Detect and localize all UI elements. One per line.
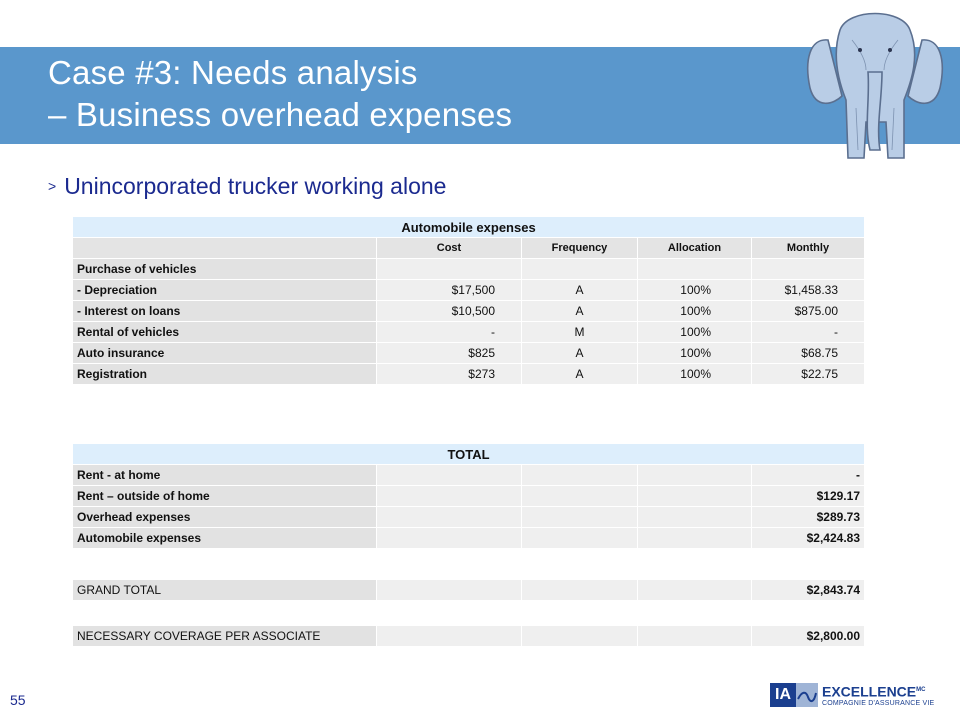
grand-total-value: $2,843.74	[752, 580, 865, 601]
grand-total-table	[72, 579, 865, 601]
cell-cost: -	[377, 322, 522, 343]
slide-number: 55	[10, 692, 26, 708]
cell-cost: $10,500	[377, 301, 522, 322]
grand-total-row	[73, 580, 865, 601]
coverage-table	[72, 625, 865, 647]
cell-frequency: A	[522, 301, 638, 322]
row-label: - Depreciation	[73, 280, 377, 301]
table-row	[73, 322, 865, 343]
cell-allocation: 100%	[638, 343, 752, 364]
table-row	[73, 507, 865, 528]
table-header-row	[73, 444, 865, 465]
row-label: - Interest on loans	[73, 301, 377, 322]
cell-cost	[377, 259, 522, 280]
row-label: Auto insurance	[73, 343, 377, 364]
row-label: Rent – outside of home	[73, 486, 377, 507]
bullet-text: Unincorporated trucker working alone	[64, 173, 447, 199]
cell-value: -	[752, 465, 865, 486]
cell-frequency: A	[522, 343, 638, 364]
cell-monthly: $875.00	[752, 301, 865, 322]
cell-frequency: M	[522, 322, 638, 343]
table-row	[73, 259, 865, 280]
row-label: Registration	[73, 364, 377, 385]
row-label: GRAND TOTAL	[73, 580, 377, 601]
cell-frequency	[522, 259, 638, 280]
cell-frequency: A	[522, 364, 638, 385]
cell-monthly: $1,458.33	[752, 280, 865, 301]
table-row	[73, 301, 865, 322]
column-header-frequency: Frequency	[522, 238, 638, 259]
cell-cost: $273	[377, 364, 522, 385]
row-label: NECESSARY COVERAGE PER ASSOCIATE	[73, 626, 377, 647]
logo-text	[822, 683, 934, 708]
table-header: Automobile expenses	[73, 217, 865, 238]
bullet-marker: >	[48, 178, 57, 194]
bullet-point	[48, 171, 446, 201]
table-row	[73, 280, 865, 301]
cell-value: $289.73	[752, 507, 865, 528]
wave-logo-icon	[796, 683, 818, 707]
cell-allocation: 100%	[638, 280, 752, 301]
cell-allocation: 100%	[638, 364, 752, 385]
row-label: Rental of vehicles	[73, 322, 377, 343]
coverage-value: $2,800.00	[752, 626, 865, 647]
column-header-allocation: Allocation	[638, 238, 752, 259]
table-row	[73, 528, 865, 549]
coverage-row	[73, 626, 865, 647]
logo-ia-mark: IA	[770, 683, 796, 707]
cell-monthly: $22.75	[752, 364, 865, 385]
cell-cost: $17,500	[377, 280, 522, 301]
table-row	[73, 465, 865, 486]
column-header-row	[73, 238, 865, 259]
slide-title	[48, 52, 512, 136]
cell-monthly	[752, 259, 865, 280]
table-row	[73, 364, 865, 385]
logo-trademark: MC	[916, 687, 926, 693]
cell-monthly: $68.75	[752, 343, 865, 364]
table-row	[73, 486, 865, 507]
row-label: Rent - at home	[73, 465, 377, 486]
table-header: TOTAL	[73, 444, 865, 465]
cell-monthly: -	[752, 322, 865, 343]
column-header-monthly: Monthly	[752, 238, 865, 259]
table-row	[73, 343, 865, 364]
column-header-cost: Cost	[377, 238, 522, 259]
cell-cost: $825	[377, 343, 522, 364]
title-line-1: Case #3: Needs analysis	[48, 54, 418, 91]
logo-subtitle: COMPAGNIE D'ASSURANCE VIE	[822, 699, 935, 707]
automobile-expenses-table	[72, 216, 865, 385]
elephant-icon	[800, 0, 950, 170]
cell-allocation: 100%	[638, 322, 752, 343]
cell-frequency: A	[522, 280, 638, 301]
cell-allocation	[638, 259, 752, 280]
title-line-2: – Business overhead expenses	[48, 96, 513, 133]
cell-allocation: 100%	[638, 301, 752, 322]
table-header-row	[73, 217, 865, 238]
row-label: Automobile expenses	[73, 528, 377, 549]
cell-value: $129.17	[752, 486, 865, 507]
cell-value: $2,424.83	[752, 528, 865, 549]
total-table	[72, 443, 865, 549]
logo-name: EXCELLENCE	[822, 683, 917, 700]
column-header	[73, 238, 377, 259]
row-label: Purchase of vehicles	[73, 259, 377, 280]
company-logo	[770, 683, 934, 708]
row-label: Overhead expenses	[73, 507, 377, 528]
